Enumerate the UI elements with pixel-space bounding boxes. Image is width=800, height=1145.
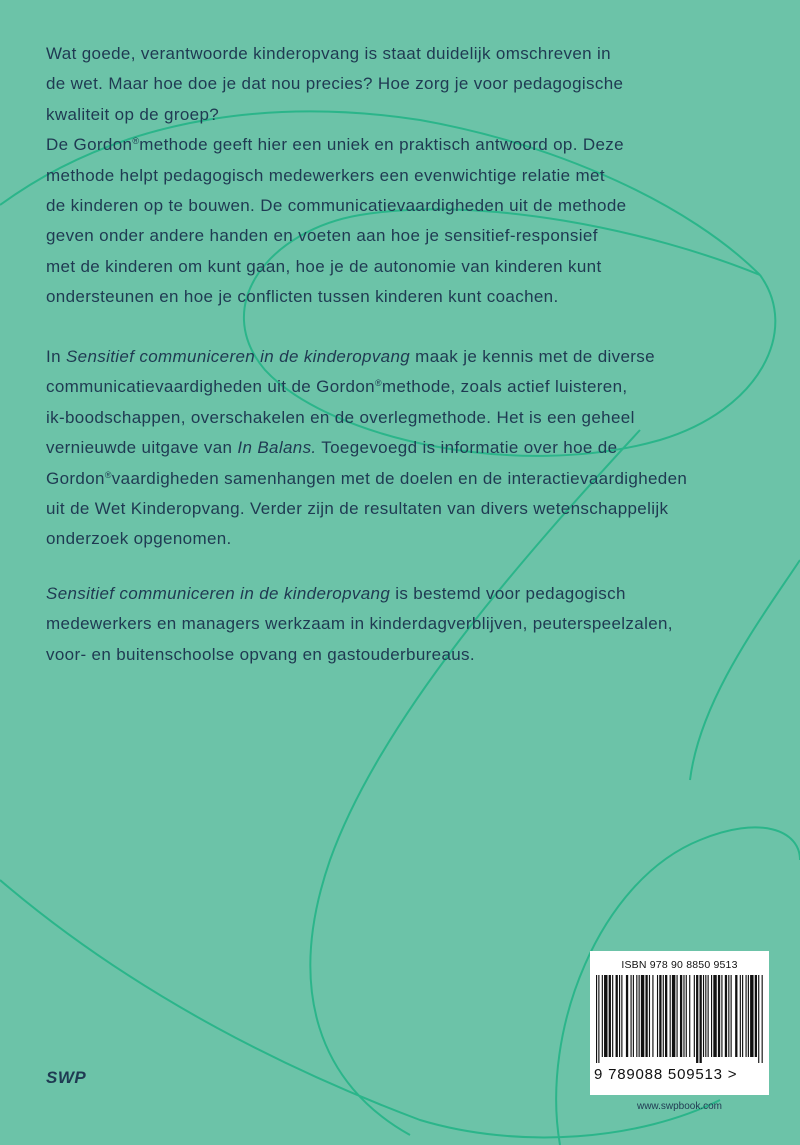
barcode-bar: [700, 975, 702, 1063]
barcode-bar: [731, 975, 732, 1057]
barcode-bar: [602, 975, 603, 1057]
text-line: voor- en buitenschoolse opvang en gastouderbureaus.: [46, 644, 475, 664]
barcode-bar: [652, 975, 653, 1057]
description-paragraph-2: [46, 342, 766, 555]
text-line: methode helpt pedagogisch medewerkers een evenwichtige relatie met: [46, 165, 605, 185]
text-line: medewerkers en managers werkzaam in kinderdagverblijven, peuterspeelzalen,: [46, 614, 673, 634]
text-line: kwaliteit op de groep?: [46, 104, 220, 124]
barcode-bar: [649, 975, 650, 1057]
barcode-bar: [596, 975, 597, 1063]
text-span: Gordon: [46, 468, 105, 488]
barcode-bars: [596, 975, 763, 1063]
barcode-bar: [621, 975, 622, 1057]
website-url: www.swpbook.com: [636, 1101, 723, 1112]
text-span: methode, zoals actief luisteren,: [381, 377, 628, 397]
barcode-bar: [619, 975, 620, 1057]
barcode-bar: [609, 975, 611, 1057]
barcode-bar: [728, 975, 729, 1057]
barcode-bar: [680, 975, 682, 1057]
text-span: methode geeft hier een uniek en praktisch antwoord op. Deze: [139, 135, 624, 155]
barcode-bar: [639, 975, 640, 1057]
isbn-label: ISBN 978 90 8850 9513: [621, 959, 738, 971]
barcode-bar: [718, 975, 720, 1057]
barcode-bar: [703, 975, 704, 1057]
barcode-bar: [748, 975, 749, 1057]
barcode-bar: [725, 975, 727, 1057]
text-span: vernieuwde uitgave van: [46, 438, 238, 458]
text-span: Toegevoegd is informatie over hoe de: [316, 438, 618, 458]
text-line: onderzoek opgenomen.: [46, 529, 232, 549]
barcode-bar: [696, 975, 698, 1063]
book-title: In Balans.: [237, 438, 317, 458]
barcode-bar: [750, 975, 753, 1057]
barcode-bar: [598, 975, 599, 1063]
description-paragraph-1: [46, 39, 766, 313]
book-title: Sensitief communiceren in de kinderopvang: [46, 584, 391, 603]
barcode-bar: [713, 975, 716, 1057]
barcode-bar: [645, 975, 647, 1057]
text-span: vaardigheden samenhangen met de doelen en de interactievaardigheden: [111, 468, 688, 488]
publisher-logo: SWP: [46, 1068, 87, 1087]
barcode-bar: [663, 975, 664, 1057]
barcode-bar: [616, 975, 618, 1057]
text-line: uit de Wet Kinderopvang. Verder zijn de resultaten van divers wetenschappelijk: [46, 499, 669, 519]
barcode-bar: [631, 975, 632, 1057]
barcode-bar: [740, 975, 741, 1057]
barcode-bar: [657, 975, 658, 1057]
barcode-bar: [742, 975, 743, 1057]
barcode-bar: [755, 975, 757, 1057]
barcode-bar: [686, 975, 687, 1057]
text-span: maak je kennis met de diverse: [410, 347, 655, 366]
barcode-bar: [735, 975, 737, 1057]
barcode-bar: [604, 975, 607, 1057]
text-line: met de kinderen om kunt gaan, hoe je de autonomie van kinderen kunt: [46, 256, 602, 276]
text-line: Wat goede, verantwoorde kinderopvang is staat duidelijk omschreven in: [46, 44, 611, 63]
text-line: [46, 342, 766, 372]
barcode-bar: [633, 975, 634, 1057]
text-span: In: [46, 347, 66, 366]
barcode-bar: [762, 975, 763, 1063]
registered-mark: ®: [132, 136, 140, 147]
text-line: [46, 372, 766, 402]
text-line: de wet. Maar hoe doe je dat nou precies? Hoe zorg je voor pedagogische: [46, 74, 624, 94]
barcode-bar: [683, 975, 684, 1057]
text-span: De Gordon: [46, 135, 133, 155]
registered-mark: ®: [374, 378, 382, 389]
barcode-bar: [665, 975, 667, 1057]
barcode-bar: [705, 975, 706, 1057]
text-line: ondersteunen en hoe je conflicten tussen kinderen kunt coachen.: [46, 287, 559, 307]
barcode-bar: [626, 975, 628, 1057]
barcode-bar: [641, 975, 644, 1057]
description-paragraph-3: [46, 579, 766, 670]
barcode-bar: [672, 975, 675, 1057]
barcode-bar: [677, 975, 678, 1057]
barcode-bar: [746, 975, 747, 1057]
barcode-digits: 9 789088 509513 >: [594, 1066, 738, 1083]
barcode-bar: [758, 975, 759, 1063]
text-line: [46, 433, 766, 463]
barcode-bar: [636, 975, 637, 1057]
text-span: is bestemd voor pedagogisch: [390, 584, 626, 603]
barcode-bar: [711, 975, 712, 1057]
barcode-bar: [694, 975, 695, 1057]
barcode-bar: [689, 975, 690, 1057]
text-line: [46, 130, 766, 160]
text-line: [46, 464, 766, 494]
barcode-bar: [670, 975, 671, 1057]
barcode-bar: [659, 975, 661, 1057]
registered-mark: ®: [104, 469, 112, 480]
barcode-bar: [612, 975, 613, 1057]
barcode-bar: [708, 975, 709, 1057]
text-line: ik-boodschappen, overschakelen en de overlegmethode. Het is een geheel: [46, 407, 635, 427]
text-line: geven onder andere handen en voeten aan hoe je sensitief-responsief: [46, 226, 598, 246]
text-line: de kinderen op te bouwen. De communicatievaardigheden uit de methode: [46, 196, 627, 216]
text-span: communicatievaardigheden uit de Gordon: [46, 377, 375, 397]
book-title: Sensitief communiceren in de kinderopvang: [65, 347, 411, 366]
barcode-panel: [590, 951, 769, 1095]
text-line: [46, 579, 766, 609]
barcode-bar: [721, 975, 722, 1057]
